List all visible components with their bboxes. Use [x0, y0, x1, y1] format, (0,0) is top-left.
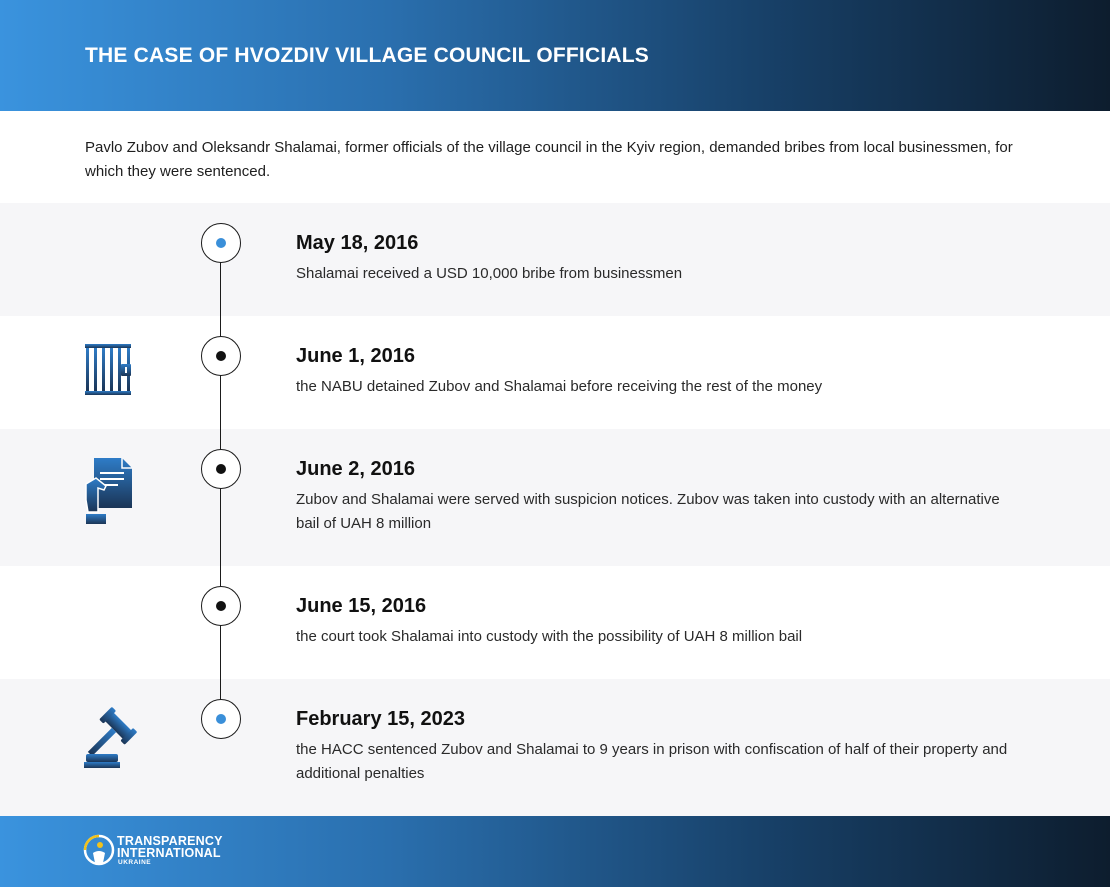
timeline-row-1	[0, 203, 1110, 316]
event-description: the NABU detained Zubov and Shalamai before receiving the rest of the money	[296, 378, 823, 395]
logo-line-1: TRANSPARENCY	[117, 834, 223, 848]
timeline-dot-inner	[216, 238, 226, 248]
logo-line-2: INTERNATIONAL	[117, 846, 221, 860]
event-description: Shalamai received a USD 10,000 bribe from businessmen	[296, 265, 683, 282]
timeline-dot	[201, 223, 241, 263]
header-banner	[0, 0, 1110, 111]
logo-line-3: UKRAINE	[118, 859, 152, 866]
timeline-dot	[201, 336, 241, 376]
event-date: June 1, 2016	[296, 345, 415, 367]
timeline-dot	[201, 586, 241, 626]
event-date: June 2, 2016	[296, 458, 415, 480]
event-date: February 15, 2023	[296, 708, 465, 730]
event-date: June 15, 2016	[296, 595, 427, 617]
timeline-dot	[201, 699, 241, 739]
event-description: Zubov and Shalamai were served with suspicion notices. Zubov was taken into custody with an alternative bail of UAH 8 million	[296, 491, 1000, 532]
document-hand-icon	[84, 456, 134, 526]
logo-text[interactable]	[117, 835, 223, 867]
footer-banner	[0, 816, 1110, 887]
page-title: THE CASE OF HVOZDIV VILLAGE COUNCIL OFFICIALS	[85, 44, 649, 67]
event-date: May 18, 2016	[296, 232, 419, 254]
timeline-dot-inner	[216, 464, 226, 474]
timeline-dot	[201, 449, 241, 489]
intro-text: Pavlo Zubov and Oleksandr Shalamai, former officials of the village council in the Kyiv region, demanded bribes from local businessmen, for which they were sentenced.	[85, 139, 1013, 180]
timeline-row-4	[0, 566, 1110, 679]
event-description: the court took Shalamai into custody with the possibility of UAH 8 million bail	[296, 628, 803, 645]
timeline-dot-inner	[216, 601, 226, 611]
transparency-logo-icon[interactable]	[83, 834, 115, 866]
timeline-dot-inner	[216, 714, 226, 724]
prison-bars-icon	[84, 343, 134, 397]
timeline-dot-inner	[216, 351, 226, 361]
timeline-row-2	[0, 316, 1110, 429]
gavel-icon	[84, 706, 148, 770]
event-description: the HACC sentenced Zubov and Shalamai to 9 years in prison with confiscation of half of their property and additional penalties	[296, 741, 1008, 782]
